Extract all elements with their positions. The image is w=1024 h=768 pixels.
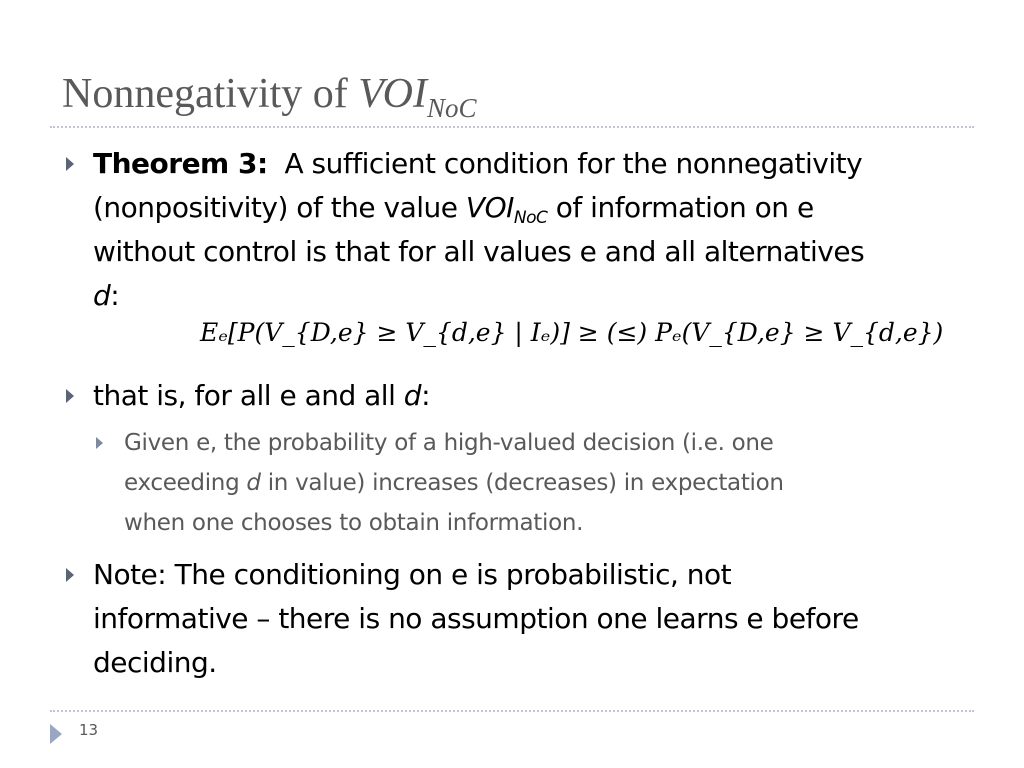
sub-bullet-line-2 [124,463,924,503]
theorem-text-1: A sufficient condition for the nonnegativity [284,147,863,180]
slide-title [62,70,477,123]
note-line-2: informative – there is no assumption one learns e before [93,602,859,635]
theorem-text-2b: of information on e [547,191,814,224]
bullet-arrow-icon [66,568,74,582]
note-line-1: Note: The conditioning on e is probabilistic, not [93,558,732,591]
title-divider [50,126,974,128]
that-is-bullet [93,374,973,418]
voi-subscript: NoC [513,208,548,228]
that-is-text: that is, for all e and all [93,379,404,412]
voi-text: VOI [465,191,514,224]
sub-bullet-text-2b: in value) increases (decreases) in expectation [260,470,784,496]
title-subscript: NoC [427,93,477,123]
theorem-formula: Eₑ[P(V_{D,e} ≥ V_{d,e} | Iₑ)] ≥ (≤) Pₑ(V_{D,e} ≥ V_{d,e}) [200,318,944,347]
theorem-text-2a: (nonpositivity) of the value [93,191,466,224]
theorem-colon: : [110,279,120,312]
sub-bullet-line-1: Given e, the probability of a high-valued decision (i.e. one [124,430,774,456]
title-symbol: VOI [358,71,428,117]
sub-bullet-arrow-icon [96,437,103,449]
that-is-line [93,374,973,418]
note-line-3: deciding. [93,646,217,679]
that-is-d: d [403,379,422,412]
sub-bullet-d: d [246,470,261,496]
bullet-arrow-icon [66,157,74,171]
footer-arrow-icon [50,724,62,744]
sub-bullet [124,423,924,543]
note-bullet [93,553,973,685]
title-text: Nonnegativity of [62,71,359,117]
theorem-bullet [93,142,973,318]
that-is-colon: : [421,379,430,412]
footer-divider [50,710,974,712]
sub-bullet-line-3: when one chooses to obtain information. [124,510,584,536]
theorem-label: Theorem 3: [93,147,268,180]
theorem-d: d [93,279,111,312]
bullet-arrow-icon [66,389,74,403]
sub-bullet-text-2a: exceeding [124,470,247,496]
voi-symbol [465,191,548,228]
page-number: 13 [79,721,99,739]
theorem-line-4 [93,274,973,318]
theorem-line-3: without control is that for all values e and all alternatives [93,235,865,268]
theorem-line-1 [93,142,973,186]
theorem-line-2 [93,186,973,230]
